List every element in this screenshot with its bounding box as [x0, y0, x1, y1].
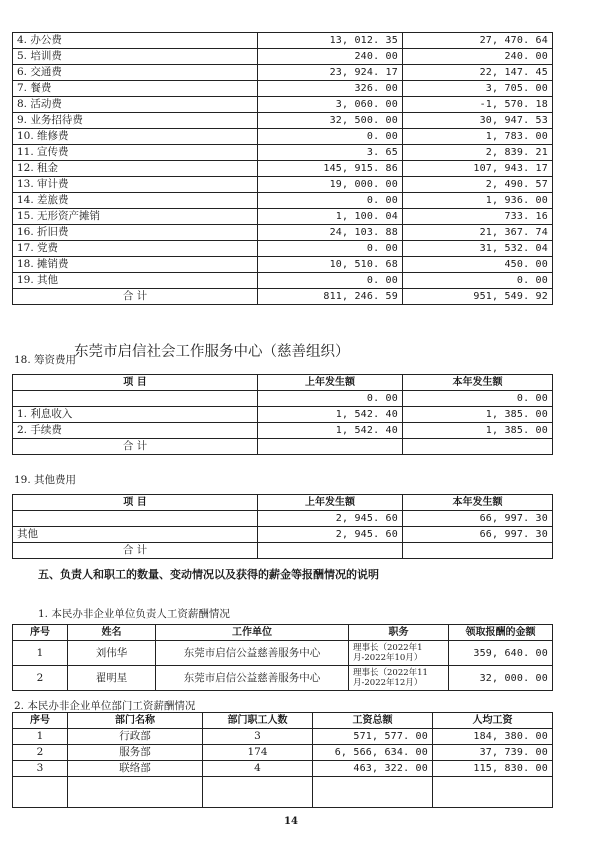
- row-item: 2. 手续费: [13, 423, 258, 439]
- row-avg: 115, 830. 00: [433, 761, 553, 777]
- row-prev: 10, 510. 68: [258, 257, 403, 273]
- total-label: 合 计: [13, 543, 258, 559]
- table-row: [13, 81, 553, 97]
- row-prev: 32, 500. 00: [258, 113, 403, 129]
- table-row: [13, 391, 553, 407]
- row-curr: 107, 943. 17: [403, 161, 553, 177]
- header-pay: 领取报酬的金额: [449, 625, 553, 641]
- row-dept: 服务部: [68, 745, 203, 761]
- table-row: [13, 33, 553, 49]
- header-item: 项 目: [13, 375, 258, 391]
- row-prev: 1, 542. 40: [258, 423, 403, 439]
- header-unit: 工作单位: [156, 625, 349, 641]
- table-row: [13, 161, 553, 177]
- row-total: 463, 322. 00: [313, 761, 433, 777]
- table-row: [13, 49, 553, 65]
- table-row: [13, 745, 553, 761]
- row-prev: 23, 924. 17: [258, 65, 403, 81]
- table-row: [13, 257, 553, 273]
- table-header-row: [13, 625, 553, 641]
- table-row: [13, 193, 553, 209]
- sub-1-title: 1. 本民办非企业单位负责人工资薪酬情况: [38, 608, 230, 620]
- row-prev: 19, 000. 00: [258, 177, 403, 193]
- row-curr: 31, 532. 04: [403, 241, 553, 257]
- total-row: [13, 439, 553, 455]
- row-item: 5. 培训费: [13, 49, 258, 65]
- row-item: 其他: [13, 527, 258, 543]
- row-name: 刘伟华: [68, 641, 156, 666]
- header-avg: 人均工资: [433, 713, 553, 729]
- header-item: 项 目: [13, 495, 258, 511]
- row-curr: 66, 997. 30: [403, 511, 553, 527]
- section-18-title: 18. 筹资费用: [14, 354, 77, 366]
- row-prev: 0. 00: [258, 241, 403, 257]
- table-header-row: [13, 495, 553, 511]
- header-dept: 部门名称: [68, 713, 203, 729]
- row-item: 16. 折旧费: [13, 225, 258, 241]
- table-row: [13, 241, 553, 257]
- row-unit: 东莞市启信公益慈善服务中心: [156, 641, 349, 666]
- section-19-title: 19. 其他费用: [14, 474, 77, 486]
- table-row: [13, 225, 553, 241]
- row-item: 18. 摊销费: [13, 257, 258, 273]
- row-prev: 0. 00: [258, 273, 403, 289]
- total-label: 合 计: [13, 289, 258, 305]
- row-prev: 3. 65: [258, 145, 403, 161]
- row-curr: 2, 839. 21: [403, 145, 553, 161]
- row-item: 14. 差旅费: [13, 193, 258, 209]
- row-curr: 240. 00: [403, 49, 553, 65]
- row-item: 8. 活动费: [13, 97, 258, 113]
- row-pay: 32, 000. 00: [449, 666, 553, 691]
- row-no: 1: [13, 641, 68, 666]
- row-item: 1. 利息收入: [13, 407, 258, 423]
- header-name: 姓名: [68, 625, 156, 641]
- row-item: 4. 办公费: [13, 33, 258, 49]
- header-total: 工资总额: [313, 713, 433, 729]
- table-row: [13, 129, 553, 145]
- row-prev: 2, 945. 60: [258, 511, 403, 527]
- row-curr: 1, 385. 00: [403, 407, 553, 423]
- row-prev: 1, 100. 04: [258, 209, 403, 225]
- page-number: 14: [284, 816, 298, 827]
- table-row: [13, 113, 553, 129]
- row-item: 12. 租金: [13, 161, 258, 177]
- other-cost-table: [12, 494, 553, 559]
- row-item: 7. 餐费: [13, 81, 258, 97]
- row-count: 174: [203, 745, 313, 761]
- header-curr-year: 本年发生额: [403, 495, 553, 511]
- row-count: 3: [203, 729, 313, 745]
- row-prev: 0. 00: [258, 193, 403, 209]
- row-no: 2: [13, 666, 68, 691]
- row-curr: 3, 705. 00: [403, 81, 553, 97]
- department-pay-table: [12, 712, 553, 808]
- row-curr: -1, 570. 18: [403, 97, 553, 113]
- header-no: 序号: [13, 713, 68, 729]
- row-total: 571, 577. 00: [313, 729, 433, 745]
- table-row: [13, 527, 553, 543]
- row-curr: 1, 936. 00: [403, 193, 553, 209]
- header-post: 职务: [349, 625, 449, 641]
- row-curr: 27, 470. 64: [403, 33, 553, 49]
- total-row: [13, 289, 553, 305]
- row-prev: 0. 00: [258, 129, 403, 145]
- row-curr: 1, 783. 00: [403, 129, 553, 145]
- row-no: 2: [13, 745, 68, 761]
- table-header-row: [13, 375, 553, 391]
- total-curr: 951, 549. 92: [403, 289, 553, 305]
- row-prev: 326. 00: [258, 81, 403, 97]
- sub-2-title: 2. 本民办非企业单位部门工资薪酬情况: [14, 700, 196, 712]
- table-row: [13, 65, 553, 81]
- total-label: 合 计: [13, 439, 258, 455]
- row-post: 理事长（2022年1月-2022年10月）: [353, 643, 423, 663]
- row-item: 19. 其他: [13, 273, 258, 289]
- row-name: 翟明星: [68, 666, 156, 691]
- row-prev: 3, 060. 00: [258, 97, 403, 113]
- header-count: 部门职工人数: [203, 713, 313, 729]
- row-prev: 0. 00: [258, 391, 403, 407]
- row-count: 4: [203, 761, 313, 777]
- total-row: [13, 543, 553, 559]
- row-curr: 733. 16: [403, 209, 553, 225]
- row-prev: 240. 00: [258, 49, 403, 65]
- header-prev-year: 上年发生额: [258, 375, 403, 391]
- row-item: 6. 交通费: [13, 65, 258, 81]
- row-curr: 30, 947. 53: [403, 113, 553, 129]
- row-curr: 66, 997. 30: [403, 527, 553, 543]
- row-dept: 联络部: [68, 761, 203, 777]
- total-prev: 811, 246. 59: [258, 289, 403, 305]
- table-row: [13, 641, 553, 666]
- row-curr: 21, 367. 74: [403, 225, 553, 241]
- table-row: [13, 423, 553, 439]
- row-curr: 450. 00: [403, 257, 553, 273]
- row-avg: 37, 739. 00: [433, 745, 553, 761]
- table-row: [13, 407, 553, 423]
- row-total: 6, 566, 634. 00: [313, 745, 433, 761]
- leader-pay-table: [12, 624, 553, 691]
- organization-overlay-text: 东莞市启信社会工作服务中心（慈善组织）: [74, 340, 350, 361]
- row-prev: 2, 945. 60: [258, 527, 403, 543]
- row-item: [13, 391, 258, 407]
- header-no: 序号: [13, 625, 68, 641]
- table-row: [13, 177, 553, 193]
- row-prev: 1, 542. 40: [258, 407, 403, 423]
- row-prev: 145, 915. 86: [258, 161, 403, 177]
- expense-table: [12, 32, 553, 305]
- row-dept: 行政部: [68, 729, 203, 745]
- row-item: 15. 无形资产摊销: [13, 209, 258, 225]
- table-row: [13, 761, 553, 777]
- table-row: [13, 145, 553, 161]
- row-post: 理事长（2022年11月-2022年12月）: [353, 668, 428, 688]
- row-unit: 东莞市启信公益慈善服务中心: [156, 666, 349, 691]
- table-row: [13, 209, 553, 225]
- row-no: 3: [13, 761, 68, 777]
- row-curr: 0. 00: [403, 391, 553, 407]
- row-avg: 184, 380. 00: [433, 729, 553, 745]
- row-curr: 0. 00: [403, 273, 553, 289]
- row-no: 1: [13, 729, 68, 745]
- header-curr-year: 本年发生额: [403, 375, 553, 391]
- table-row: [13, 666, 553, 691]
- row-curr: 22, 147. 45: [403, 65, 553, 81]
- row-prev: 13, 012. 35: [258, 33, 403, 49]
- row-item: 11. 宣传费: [13, 145, 258, 161]
- section-5-heading: 五、负责人和职工的数量、变动情况以及获得的薪金等报酬情况的说明: [38, 568, 379, 581]
- table-row: [13, 511, 553, 527]
- table-row: [13, 729, 553, 745]
- row-curr: 2, 490. 57: [403, 177, 553, 193]
- row-pay: 359, 640. 00: [449, 641, 553, 666]
- row-prev: 24, 103. 88: [258, 225, 403, 241]
- financing-cost-table: [12, 374, 553, 455]
- table-row: [13, 273, 553, 289]
- row-curr: 1, 385. 00: [403, 423, 553, 439]
- row-item: [13, 511, 258, 527]
- row-item: 17. 党费: [13, 241, 258, 257]
- table-row: [13, 97, 553, 113]
- row-item: 10. 维修费: [13, 129, 258, 145]
- table-header-row: [13, 713, 553, 729]
- row-item: 9. 业务招待费: [13, 113, 258, 129]
- header-prev-year: 上年发生额: [258, 495, 403, 511]
- row-item: 13. 审计费: [13, 177, 258, 193]
